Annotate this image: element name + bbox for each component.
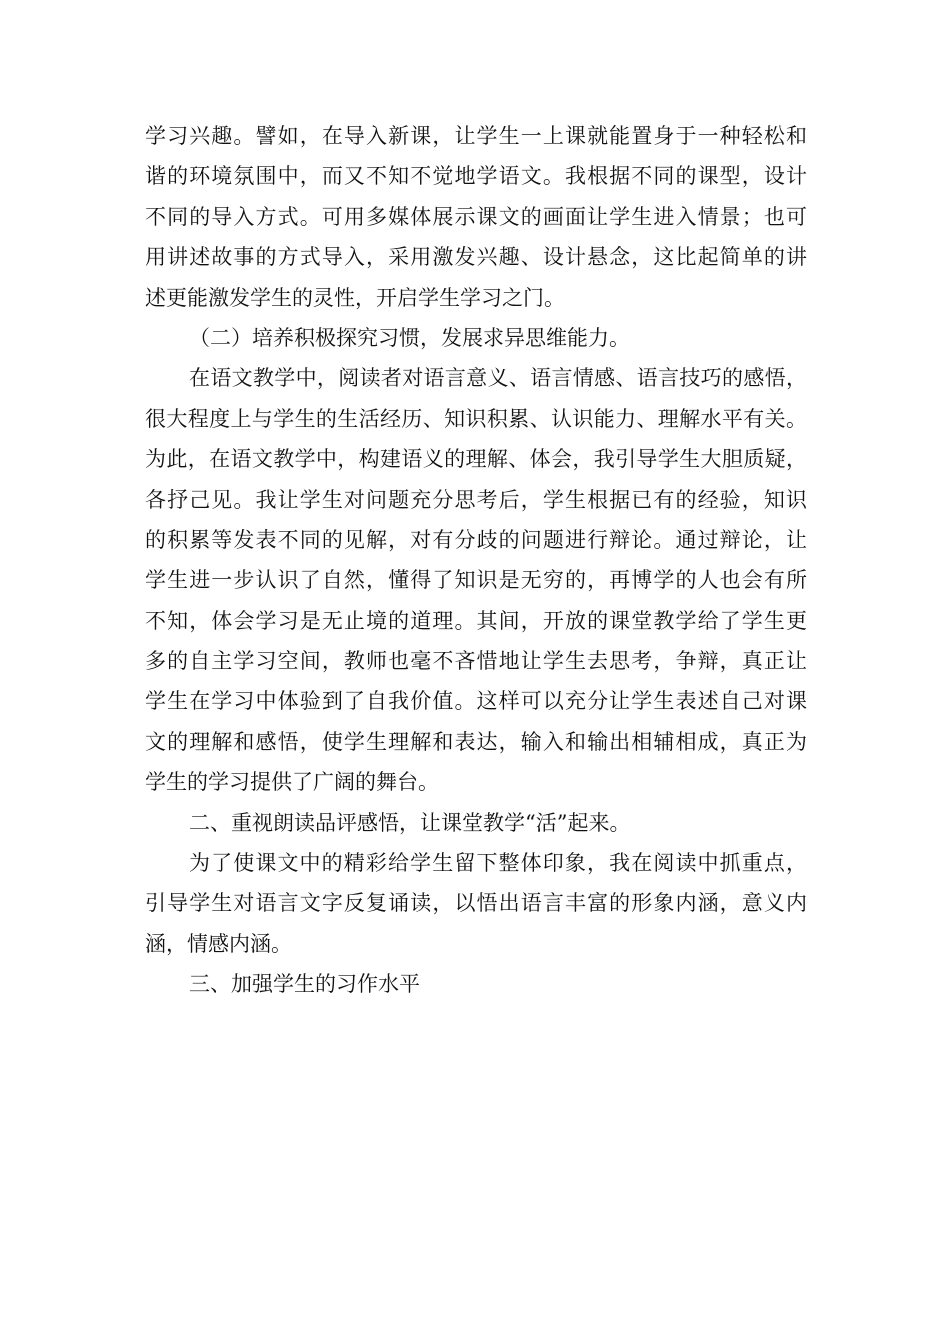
paragraph-line: 涵，情感内涵。 (145, 931, 292, 956)
paragraph-line: 多的自主学习空间，教师也毫不吝惜地让学生去思考，争辩，真正让 (145, 649, 807, 674)
section-heading: （二）培养积极探究习惯，发展求异思维能力。 (189, 325, 630, 350)
paragraph-line: 为了使课文中的精彩给学生留下整体印象，我在阅读中抓重点， (189, 851, 807, 876)
paragraph-line: 引导学生对语言文字反复诵读，以悟出语言丰富的形象内涵，意义内 (145, 891, 807, 916)
section-heading: 二、重视朗读品评感悟，让课堂教学“活”起来。 (189, 810, 631, 835)
paragraph-line: 各抒己见。我让学生对问题充分思考后，学生根据已有的经验，知识 (145, 487, 807, 512)
paragraph-line: 学习兴趣。譬如，在导入新课，让学生一上课就能置身于一种轻松和 (145, 124, 807, 148)
section-heading: 三、加强学生的习作水平 (189, 972, 420, 997)
paragraph-line: 述更能激发学生的灵性，开启学生学习之门。 (145, 285, 565, 310)
paragraph-line: 学生进一步认识了自然，懂得了知识是无穷的，再博学的人也会有所 (145, 568, 807, 593)
paragraph-line: 不同的导入方式。可用多媒体展示课文的画面让学生进入情景；也可 (145, 204, 807, 229)
paragraph-line: 很大程度上与学生的生活经历、知识积累、认识能力、理解水平有关。 (145, 406, 807, 431)
paragraph-line: 用讲述故事的方式导入，采用激发兴趣、设计悬念，这比起简单的讲 (145, 245, 807, 270)
document-body (145, 116, 807, 1005)
paragraph-line: 不知，体会学习是无止境的道理。其间，开放的课堂教学给了学生更 (145, 608, 807, 633)
paragraph-line: 为此，在语文教学中，构建语义的理解、体会，我引导学生大胆质疑， (145, 447, 807, 472)
paragraph-line: 在语文教学中，阅读者对语言意义、语言情感、语言技巧的感悟， (189, 366, 807, 391)
paragraph-line: 学生在学习中体验到了自我价值。这样可以充分让学生表述自己对课 (145, 689, 807, 714)
paragraph-line: 谐的环境氛围中，而又不知不觉地学语文。我根据不同的课型，设计 (145, 164, 807, 189)
paragraph-line: 文的理解和感悟，使学生理解和表达，输入和输出相辅相成，真正为 (145, 729, 807, 754)
paragraph-line: 的积累等发表不同的见解，对有分歧的问题进行辩论。通过辩论，让 (145, 527, 807, 552)
paragraph-line: 学生的学习提供了广阔的舞台。 (145, 770, 439, 795)
